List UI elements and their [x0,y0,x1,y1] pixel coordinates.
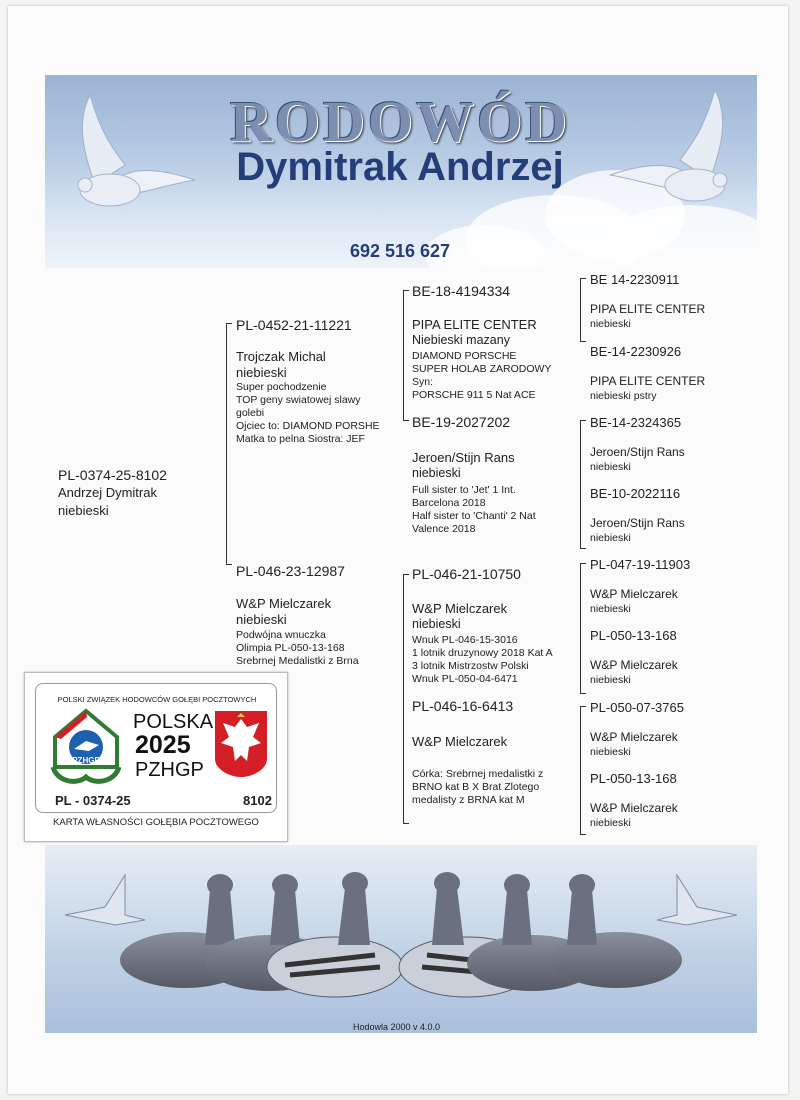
ggp-color: niebieski [590,674,631,686]
tree-bracket-gp2 [580,420,581,548]
polish-eagle-icon [213,709,269,779]
tree-tick [580,420,586,421]
subject-name: Andrzej Dymitrak [58,485,157,500]
dam-name: W&P Mielczarek [236,596,332,611]
card-country: POLSKA [133,711,214,733]
ggp-name: W&P Mielczarek [590,730,678,744]
sire-note: Matka to pelna Siostra: JEF [236,433,365,445]
tree-tick [226,564,232,565]
ggp-color: niebieski [590,461,631,473]
gp1-ring: BE-18-4194334 [412,283,511,299]
card-caption: KARTA WŁASNOŚCI GOŁĘBIA POCZTOWEGO [53,817,259,828]
ownership-card [24,672,288,842]
ggp-ring: BE-10-2022116 [590,486,681,501]
tree-tick [226,323,232,324]
gp1-color: Niebieski mazany [412,333,510,347]
footer-banner [45,845,757,1033]
sire-ring: PL-0452-21-11221 [236,317,352,333]
sire-note: golebi [236,407,265,419]
gp2-note: Barcelona 2018 [412,497,486,509]
card-number: 8102 [243,793,272,808]
card-ring: PL - 0374-25 [55,793,131,808]
card-year: 2025 [135,731,191,759]
card-abbr: PZHGP [135,759,204,781]
pigeons-illustration [45,845,757,1033]
gp3-note: Wnuk PL-050-04-6471 [412,673,518,685]
ggp-name: PIPA ELITE CENTER [590,302,706,316]
tree-bracket-gp3 [580,563,581,693]
tree-bracket-sire [403,290,404,420]
ggp-ring: BE-14-2324365 [590,415,682,430]
tree-tick [403,420,409,421]
gp1-note: Syn: [412,376,434,388]
ggp-ring: PL-050-07-3765 [590,700,684,715]
gp4-note: medalisty z BRNA kat M [412,794,525,806]
gp2-name: Jeroen/Stijn Rans [412,450,515,465]
tree-bracket-dam [403,574,404,824]
gp2-color: niebieski [412,466,461,480]
gp3-note: 1 lotnik druzynowy 2018 Kat A [412,647,553,659]
gp3-note: 3 lotnik Mistrzostw Polski [412,660,529,672]
gp2-note: Half sister to 'Chanti' 2 Nat [412,510,536,522]
dam-ring: PL-046-23-12987 [236,563,345,579]
gp1-note: SUPER HOLAB ZARODOWY [412,363,552,375]
pzhgp-logo-icon [47,707,125,785]
tree-tick [580,706,586,707]
ggp-ring: PL-050-13-168 [590,771,677,786]
tree-tick [580,278,586,279]
page-title: RODOWÓD [230,89,570,154]
sire-color: niebieski [236,365,287,380]
ggp-ring: PL-050-13-168 [590,628,677,643]
ggp-name: W&P Mielczarek [590,801,678,815]
ggp-name: Jeroen/Stijn Rans [590,445,685,459]
ggp-color: niebieski [590,817,631,829]
ggp-color: niebieski [590,532,631,544]
sire-note: Ojciec to: DIAMOND PORSHE [236,420,380,432]
subject-color: niebieski [58,503,109,518]
gp3-note: Wnuk PL-046-15-3016 [412,634,518,646]
tree-bracket-gp4 [580,706,581,834]
tree-tick [580,341,586,342]
subject-ring: PL-0374-25-8102 [58,467,167,483]
tree-bracket-gp1 [580,278,581,341]
card-org: POLSKI ZWIĄZEK HODOWCÓW GOŁĘBI POCZTOWYCH [57,695,257,704]
svg-text:PZHGP: PZHGP [72,756,100,765]
ggp-color: niebieski [590,746,631,758]
tree-tick [580,834,586,835]
tree-bracket-gen1 [226,323,227,565]
dam-note: Olimpia PL-050-13-168 [236,642,345,654]
tree-tick [580,548,586,549]
owner-name: Dymitrak Andrzej [236,145,564,189]
gp2-ring: BE-19-2027202 [412,414,511,430]
owner-phone: 692 516 627 [349,241,451,261]
tree-tick [403,290,409,291]
gp3-color: niebieski [412,617,461,631]
gp4-note: Córka: Srebrnej medalistki z [412,768,544,780]
tree-tick [580,693,586,694]
ggp-color: niebieski [590,318,631,330]
gp4-note: BRNO kat B X Brat Zlotego [412,781,540,793]
ggp-ring: BE-14-2230926 [590,344,682,359]
dam-note: Podwójna wnuczka [236,629,326,641]
software-credit: Hodowla 2000 v 4.0.0 [353,1022,441,1032]
gp2-note: Full sister to 'Jet' 1 Int. [412,484,516,496]
ggp-name: W&P Mielczarek [590,587,678,601]
ggp-name: W&P Mielczarek [590,658,678,672]
gp1-name: PIPA ELITE CENTER [412,317,537,332]
sire-note: Super pochodzenie [236,381,327,393]
gp1-note: PORSCHE 911 5 Nat ACE [412,389,536,401]
sire-note: TOP geny swiatowej slawy [236,394,361,406]
tree-tick [403,823,409,824]
ggp-color: niebieski pstry [590,390,657,402]
ggp-color: niebieski [590,603,631,615]
ggp-ring: PL-047-19-11903 [590,557,691,572]
gp4-ring: PL-046-16-6413 [412,698,514,714]
gp2-note: Valence 2018 [412,523,476,535]
tree-tick [403,574,409,575]
sire-name: Trojczak Michal [236,349,326,364]
ggp-ring: BE 14-2230911 [590,272,680,287]
dam-color: niebieski [236,612,287,627]
gp1-note: DIAMOND PORSCHE [412,350,517,362]
gp3-name: W&P Mielczarek [412,601,508,616]
tree-tick [580,563,586,564]
gp4-name: W&P Mielczarek [412,734,508,749]
ggp-name: Jeroen/Stijn Rans [590,516,685,530]
ggp-name: PIPA ELITE CENTER [590,374,706,388]
gp3-ring: PL-046-21-10750 [412,566,521,582]
dam-note: Srebrnej Medalistki z Brna [236,655,359,667]
